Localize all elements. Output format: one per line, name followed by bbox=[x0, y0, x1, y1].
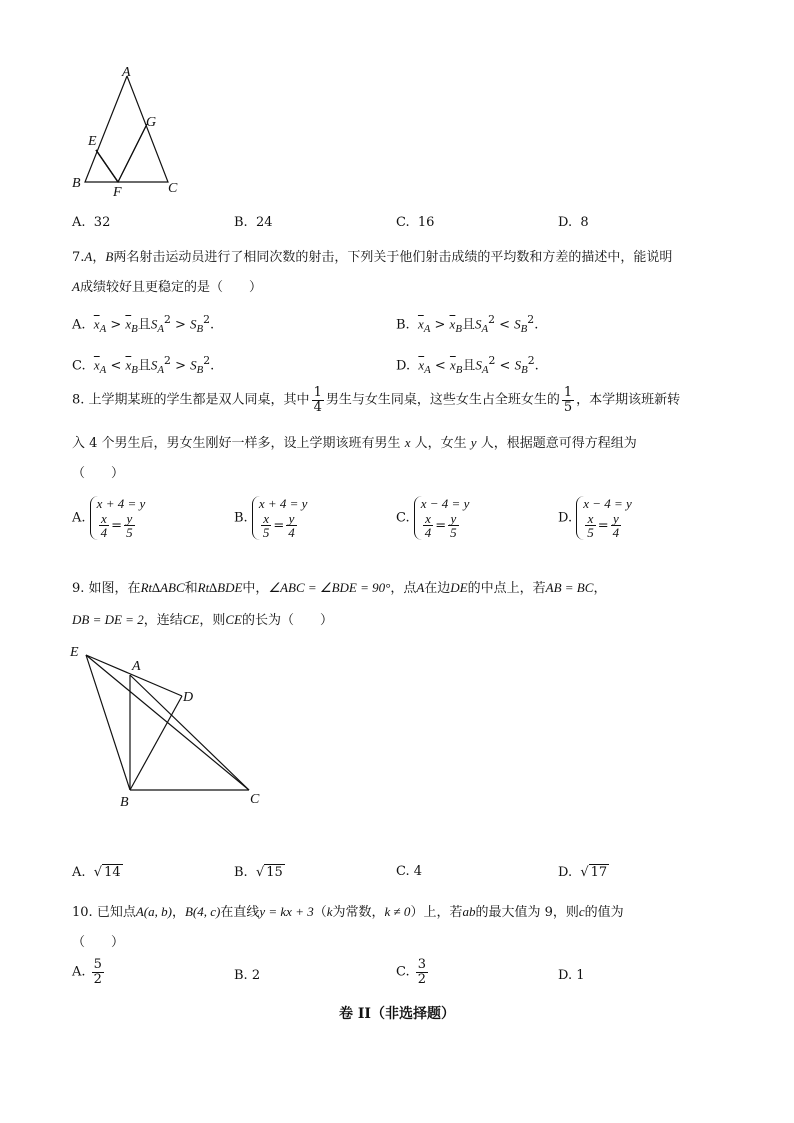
q6-option-b[interactable]: B. 24 bbox=[234, 215, 273, 230]
q8-paren: （ ） bbox=[72, 466, 125, 481]
section-heading: 卷 II（非选择题） bbox=[339, 1006, 455, 1022]
q8-stem-line1: 8. 上学期某班的学生都是双人同桌，其中 $\frac{1}{4}$ 男生与女生同桌，这些女生占全班女生的 $\frac{1}{5}$ ，本学期该班新转 bbox=[72, 385, 681, 415]
q10-option-c[interactable]: C. $\frac{3}{2}$ bbox=[396, 957, 427, 987]
q9-option-b[interactable]: B. √ 15 bbox=[234, 865, 283, 880]
q7-stem-line2: A成绩较好且更稳定的是（ ） bbox=[72, 279, 262, 295]
q10-paren: （ ） bbox=[72, 935, 125, 950]
q9-stem-line1: 9. 如图，在Rt∆ABC和Rt∆BDE中，∠ABC = ∠BDE = 90°，点A在边DE的中点上，若AB = BC， bbox=[72, 580, 607, 596]
figure-right-triangles bbox=[66, 638, 276, 813]
q8-stem-line2: 入 4 个男生后，男女生刚好一样多，设上学期该班有男生 x 人，女生 y 人，根据题意可得方程组为 bbox=[72, 435, 637, 451]
q7-option-c[interactable]: C. $\overline{x}_A < \overline{x}_B$且$S_A^2 > S_B^2$. bbox=[72, 354, 215, 376]
label-b: B bbox=[72, 176, 81, 191]
label-c: C bbox=[168, 181, 178, 196]
label-a2: A bbox=[132, 659, 141, 674]
q10-stem-line1: 10. 已知点A(a, b)，B(4, c)在直线y = kx + 3（k为常数，k ≠ 0）上，若ab的最大值为 9，则c的值为 bbox=[72, 904, 624, 920]
q10-option-a[interactable]: A. $\frac{5}{2}$ bbox=[72, 957, 102, 987]
q8-option-b[interactable]: B. x + 4 = y $\frac{x}{5}$ = $\frac{y}{4}$ bbox=[234, 496, 308, 541]
q7-stem-line1: 7.A，B两名射击运动员进行了相同次数的射击，下列关于他们射击成绩的平均数和方差的描述中，能说明 bbox=[72, 249, 673, 265]
q7-option-a[interactable]: A. $\overline{x}_A > \overline{x}_B$且$S_A^2 > S_B^2$. bbox=[72, 313, 215, 335]
q9-option-a[interactable]: A. √ 14 bbox=[72, 865, 121, 880]
label-f: F bbox=[113, 185, 122, 200]
q9-stem-line2: DB = DE = 2，连结CE，则CE的长为（ ） bbox=[72, 612, 333, 628]
q10-option-b[interactable]: B. 2 bbox=[234, 968, 261, 983]
q9-option-c[interactable]: C. 4 bbox=[396, 864, 423, 879]
q10-option-d[interactable]: D. 1 bbox=[558, 968, 585, 983]
q7-option-d[interactable]: D. $\overline{x}_A < \overline{x}_B$且$S_A^2 < S_B^2$. bbox=[396, 354, 539, 376]
figure-triangle-abc bbox=[60, 62, 190, 202]
label-e: E bbox=[88, 134, 97, 149]
label-c2: C bbox=[250, 792, 260, 807]
q7-option-b[interactable]: B. $\overline{x}_A > \overline{x}_B$且$S_A^2 < S_B^2$. bbox=[396, 313, 539, 335]
q8-option-d[interactable]: D. x − 4 = y $\frac{x}{5}$ = $\frac{y}{4}$ bbox=[558, 496, 632, 541]
q6-option-d[interactable]: D. 8 bbox=[558, 215, 589, 230]
label-a: A bbox=[122, 65, 131, 80]
label-b2: B bbox=[120, 795, 129, 810]
label-d2: D bbox=[183, 690, 194, 705]
q9-option-d[interactable]: D. √ 17 bbox=[558, 865, 608, 880]
label-e2: E bbox=[70, 645, 79, 660]
q6-option-c[interactable]: C. 16 bbox=[396, 215, 435, 230]
q6-option-a[interactable]: A. 32 bbox=[72, 215, 111, 230]
q8-option-c[interactable]: C. x − 4 = y $\frac{x}{4}$ = $\frac{y}{5}$ bbox=[396, 496, 470, 541]
label-g: G bbox=[146, 115, 157, 130]
q8-option-a[interactable]: A. x + 4 = y $\frac{x}{4}$ = $\frac{y}{5}$ bbox=[72, 496, 146, 541]
